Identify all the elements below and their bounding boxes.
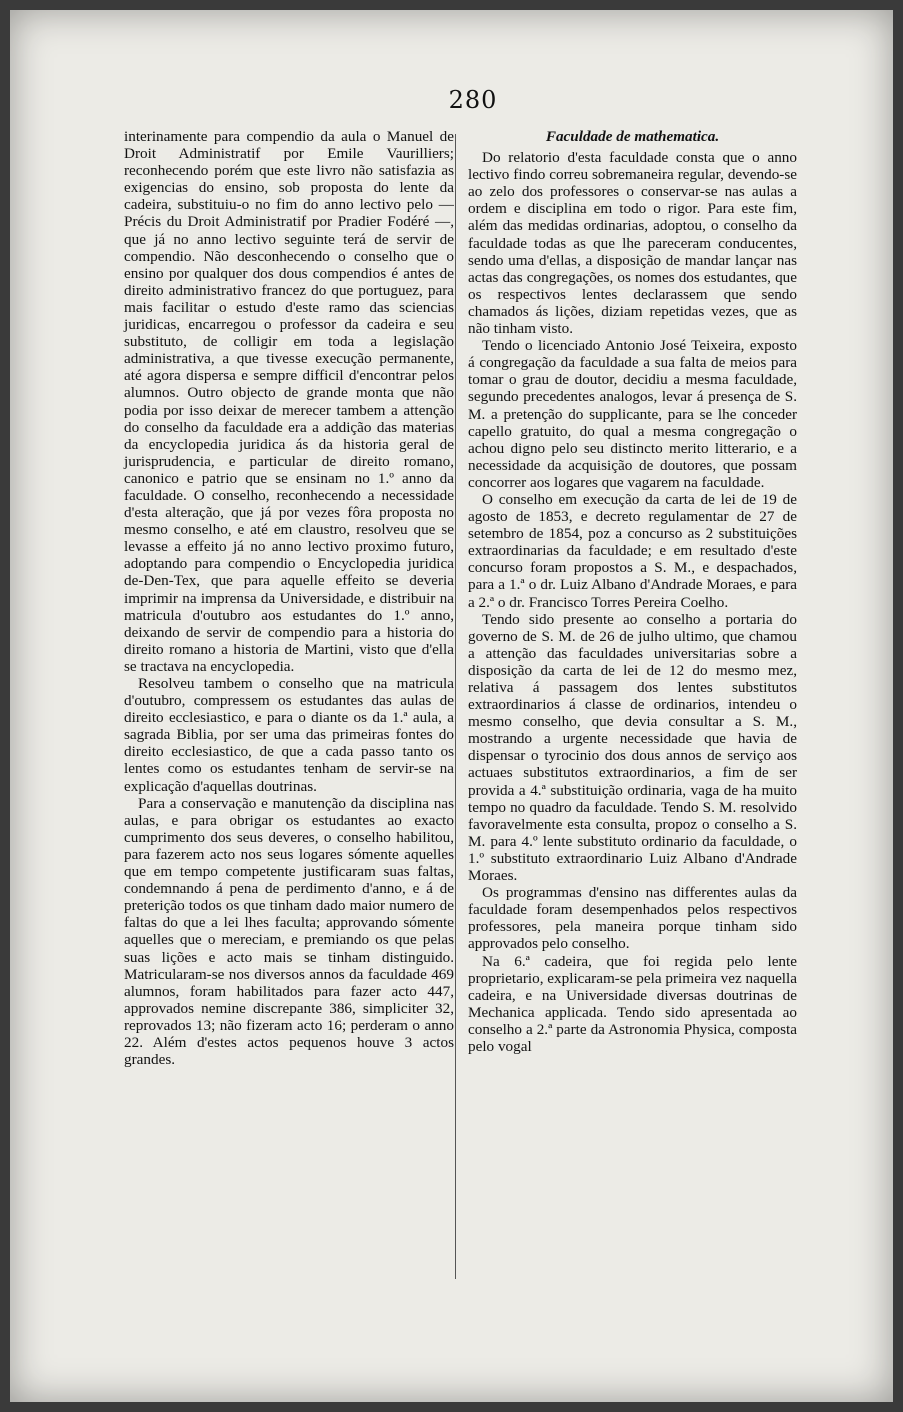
page-number: 280 bbox=[448, 86, 498, 114]
paragraph: Os programmas d'ensino nas differentes aulas da faculdade foram desempenhados pelos respectivos professores, pela maneira porque tinham sido approvados pelo conselho. bbox=[468, 884, 797, 953]
section-heading: Faculdade de mathematica. bbox=[545, 128, 720, 145]
left-column bbox=[124, 128, 454, 1068]
column-divider bbox=[455, 134, 456, 1279]
paragraph: O conselho em execução da carta de lei de 19 de agosto de 1853, e decreto regulamentar de 27 de setembro de 1854, poz a concurso as 2 substituições extraordinarias da faculdade; e em resultado d'este concurso foram propostos a S. M., e despachados, para a 1.ª o dr. Luiz Albano d'Andrade Moraes, e para a 2.ª o dr. Francisco Torres Pereira Coelho. bbox=[468, 490, 797, 611]
paragraph: Do relatorio d'esta faculdade consta que o anno lectivo findo correu sobremaneira regular, devendo-se ao zelo dos professores o conservar-se nas aulas a ordem e disciplina em todo o rigor. Para este fim, além das medidas ordinarias, adoptou, o conselho da faculdade todas as que lhe pareceram conducentes, sendo uma d'ellas, a disposição de mandar lançar nas actas das congregações, os nomes dos estudantes, que os respectivos lentes declarassem que sendo chamados ás lições, diziam repetidas vezes, que as não tinham visto. bbox=[468, 149, 797, 338]
paragraph: Resolveu tambem o conselho que na matricula d'outubro, compressem os estudantes das aulas de direito ecclesiastico, e para o diante os da 1.ª aula, a sagrada Biblia, por ser uma das primeiras fontes do direito ecclesiastico, de que a cada passo tanto os lentes como os estudantes tenham de servir-se na explicação d'aquellas doutrinas. bbox=[124, 675, 454, 795]
paragraph: Para a conservação e manutenção da disciplina nas aulas, e para obrigar os estudantes ao exacto cumprimento dos seus deveres, o conselho habilitou, para fazerem acto nos seus logares sómente aquelles que em tempo competente justificaram suas faltas, condemnando á pena de perdimento d'anno, e á de preterição todos os que tinham dado maior numero de faltas do que a lei lhes faculta; approvando sómente aquelles que o mereciam, e premiando os que pelas suas lições e acto mais se tinham distinguido. Matricularam-se nos diversos annos da faculdade 469 alumnos, foram habilitados para fazer acto 447, approvados nemine discrepante 386, simpliciter 32, reprovados 13; não fizeram acto 16; perderam o anno 22. Além d'estes actos pequenos houve 3 actos grandes. bbox=[124, 794, 454, 1069]
paragraph: Na 6.ª cadeira, que foi regida pelo lente proprietario, explicaram-se pela primeira vez naquella cadeira, e na Universidade diversas doutrinas de Mechanica applicada. Tendo sido apresentada ao conselho a 2.ª parte da Astronomia Physica, composta pelo vogal bbox=[468, 952, 797, 1055]
paragraph: interinamente para compendio da aula o Manuel de Droit Administratif por Emile Vaurilliers; reconhecendo porém que este livro não satisfazia as exigencias do ensino, sob proposta do lente da cadeira, substituiu-o no fim do anno lectivo pelo — Précis du Droit Administratif por Pradier Fodéré —, que já no anno lectivo seguinte terá de servir de compendio. Não desconhecendo o conselho que o ensino por qualquer dos dous compendios é antes de direito administrativo francez do que portuguez, para mais facilitar o estudo d'este ramo das sciencias juridicas, encarregou o professor da cadeira e seu substituto, de colligir em toda a legislação administrativa, a que tivesse execução permanente, até agora dispersa e sempre difficil d'encontrar pelos alumnos. Outro objecto de grande monta que não podia por isso deixar de merecer tambem a attenção do conselho da faculdade era a addição das materias da encyclopedia juridica ás da historia geral de jurisprudencia, e particular de direito romano, canonico e patrio que se ensinam no 1.º anno da faculdade. O conselho, reconhecendo a necessidade d'esta alteração, que já por vezes fôra proposta no mesmo conselho, e até em claustro, resolveu que se levasse a effeito já no anno lectivo proximo futuro, adoptando para compendio o Encyclopedia juridica de-Den-Tex, que para aquelle effeito se deveria imprimir na imprensa da Universidade, e distribuir na matricula d'outubro aos estudantes do 1.º anno, deixando de servir de compendio para a historia do direito romano a historia de Martini, visto que d'ella se tractava na encyclopedia. bbox=[124, 128, 454, 675]
paragraph: Tendo sido presente ao conselho a portaria do governo de S. M. de 26 de julho ultimo, que chamou a attenção das faculdades universitarias sobre a disposição da carta de lei de 12 do mesmo mez, relativa á passagem dos lentes substitutos extraordinarios á classe de ordinarios, intendeu o mesmo conselho, que devia consultar a S. M., mostrando a urgente necessidade que havia de dispensar o tyrocinio dos dous annos de serviço aos actuaes substitutos extraordinarios, a fim de ser provida a 4.ª substituição ordinaria, vaga de ha muito tempo no quadro da faculdade. Tendo S. M. resolvido favoravelmente esta consulta, propoz o conselho a S. M. para 4.º lente substituto ordinario da faculdade, o 1.º substituto extraordinario Luiz Albano d'Andrade Moraes. bbox=[468, 610, 797, 885]
paragraph: Tendo o licenciado Antonio José Teixeira, exposto á congregação da faculdade a sua falta de meios para tomar o grau de doutor, decidiu a mesma faculdade, segundo precedentes analogos, levar á presença de S. M. a pretenção do supplicante, para se lhe conceder capello gratuito, do qual a mesma congregação o achou digno pelo seu distincto merito litterario, e a necessidade da acquisição de doutores, que possam concorrer aos logares que vagarem na faculdade. bbox=[468, 337, 797, 491]
scanned-page bbox=[10, 10, 893, 1402]
right-column bbox=[468, 128, 797, 1055]
